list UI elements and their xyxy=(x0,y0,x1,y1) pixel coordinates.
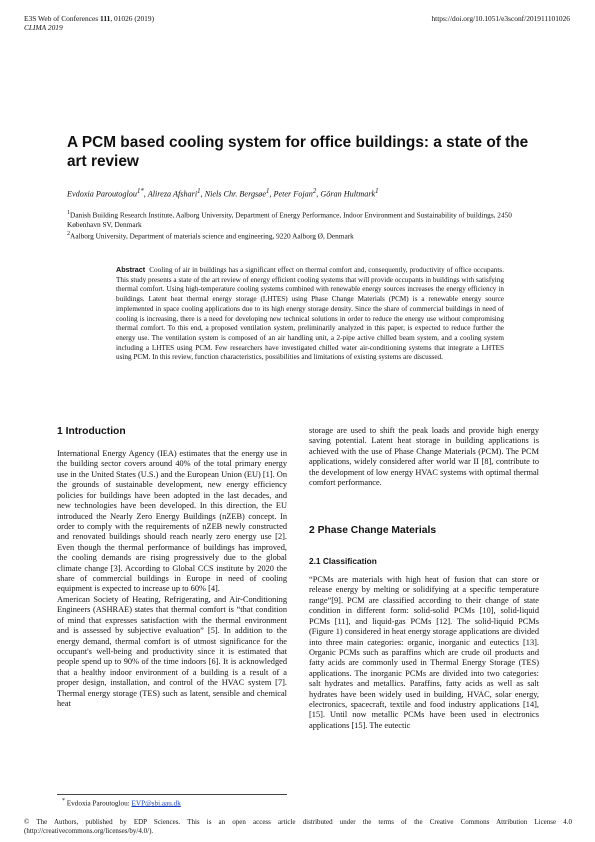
email-link[interactable]: EVP@sbi.aau.dk xyxy=(131,799,181,808)
abstract-text: Cooling of air in buildings has a significant effect on thermal comfort and, consequently, productivity of office occupants. This study presents a state of the art review of energy efficient cooling systems that will provide occupants in buildings with satisfying thermal comfort. Using high-temperature cooling systems combined with renewable energy sources increases the energy efficiency in buildings. Latent heat thermal energy storage (LHTES) using Phase Change Materials (PCM) is a renewable energy source implemented in space cooling applications due to its high energy storage density. Since the share of commercial buildings in need of cooling is increasing, there is a need for developing new technical solutions in order to reduce the energy use without compromising thermal comfort. To this end, a proposed ventilation system, preliminarily analyzed in this paper, is expected to reduce further the energy use. The ventilation system is composed of an air handling unit, a 2-pipe active chilled beam system, and a cooling system including a LHTES using PCM. Few researchers have investigated chilled water air-conditioning systems that integrate a LHTES using PCM. In this review, function characteristics, possibilities and limitations of existing systems are discussed. xyxy=(116,266,504,362)
author: Alireza Afshari xyxy=(147,189,198,199)
section-heading-introduction: 1 Introduction xyxy=(57,426,126,437)
abstract xyxy=(116,265,504,363)
doi-link[interactable]: https://doi.org/10.1051/e3sconf/201911101026 xyxy=(431,14,570,23)
section-heading-pcm: 2 Phase Change Materials xyxy=(309,525,437,536)
author: Evdoxia Paroutoglou xyxy=(67,189,137,199)
subsection-heading-classification: 2.1 Classification xyxy=(309,556,377,566)
journal-citation: E3S Web of Conferences 111, 01026 (2019) xyxy=(24,14,155,23)
author-list: Evdoxia Paroutoglou$^{1*}$, Alireza Afshari$^1$, Niels Chr. Bergsøe$^1$, Peter Fojan$^2$, Göran Hultmark$^1$ xyxy=(67,188,379,199)
footnote: * Evdoxia Paroutoglou: EVP@sbi.aau.dk xyxy=(62,798,181,808)
affiliations xyxy=(67,209,537,241)
affiliation: $^1$Danish Building Research Institute, Aalborg University, Department of Energy Performance, Indoor Environment and Sustainability of buildings, 2450 København SV, Denmark xyxy=(67,210,512,230)
license-notice: © The Authors, published by EDP Sciences. This is an open access article distributed under the terms of the Creative Commons Attribution License 4.0 (http://creativecommons.org/licenses/by/4.0/). xyxy=(24,818,572,835)
running-header xyxy=(24,14,154,32)
author: Peter Fojan xyxy=(273,189,313,199)
author: Göran Hultmark xyxy=(320,189,376,199)
conference-name: CLIMA 2019 xyxy=(24,23,63,32)
introduction-continued: storage are used to shift the peak loads and provide high energy saving potential. Latent heat storage in building applications is achieved with the use of Phase Change Materials (PCM). The PCM applications, widely considered after world war II [8], contribute to the development of low energy HVAC systems with optimal thermal comfort performance. xyxy=(309,426,539,488)
footnote-divider xyxy=(57,794,287,795)
volume-number: 111 xyxy=(100,14,111,23)
classification-body: “PCMs are materials with high heat of fusion that can store or release energy by melting or solidifying at a specific temperature range”[9]. PCM are classified according to their change of state condition in different form: solid-solid PCMs [10], solid-liquid PCMs [11], and liquid-gas PCMs [12]. The solid-liquid PCMs (Figure 1) considered in heat energy storage applications are divided into three main categories: organic, inorganic and eutectics [13]. Organic PCMs such as paraffins which are crude oil products and fatty acids are commonly used in Thermal Energy Storage (TES) applications. The inorganic PCMs are divided into two categories: salt hydrates and metallics. Paraffins, fatty acids as well as salt hydrates have been widely used in building, HVAC, solar energy, electronics, spacecraft, textile and food industry applications [14],[15]. Until now metallic PCMs have been used in electronics applications [15]. The eutectic xyxy=(309,575,539,730)
affiliation: $^2$Aalborg University, Department of materials science and engineering, 9220 Aalborg Ø, Denmark xyxy=(67,230,354,241)
author: Niels Chr. Bergsøe xyxy=(204,189,266,199)
paper-title: A PCM based cooling system for office buildings: a state of the art review xyxy=(67,134,529,170)
paragraph: International Energy Agency (IEA) estimates that the energy use in the building sector covers around 40% of the total primary energy use in the United States (U.S.) and the European Union (EU) [1]. On the grounds of sustainable development, new energy efficiency policies for buildings have been adopted in the last decades, and new technologies have been developed. In this direction, the EU introduced the Nearly Zero Energy Buildings (nZEB) concept. In order to comply with the requirements of nZEB newly constructed and renovated buildings should reach nearly zero energy use [2]. Even though the thermal performance of buildings has improved, the cooling demands are rising progressively due to the global climate change [3]. According to Global CCS institute by 2020 the share of commercial buildings in Europe in need of cooling equipment is expected to increase up to 60% [4]. xyxy=(57,449,287,594)
abstract-label: Abstract xyxy=(116,265,146,274)
introduction-body xyxy=(57,449,287,710)
paragraph: American Society of Heating, Refrigerating, and Air-Conditioning Engineers (ASHRAE) states that thermal comfort is “that condition of mind that expresses satisfaction with the thermal environment and is assessed by subjective evaluation” [5]. In addition to the energy demand, thermal comfort is of utmost significance for the occupant's well-being and productivity since it is estimated that people spend up to 90% of the time indoors [6]. It is acknowledged that a healthy indoor environment of a building is a result of a proper design, installation, and control of the HVAC system [7]. Thermal energy storage (TES) such as latent, sensible and chemical heat xyxy=(57,594,287,709)
